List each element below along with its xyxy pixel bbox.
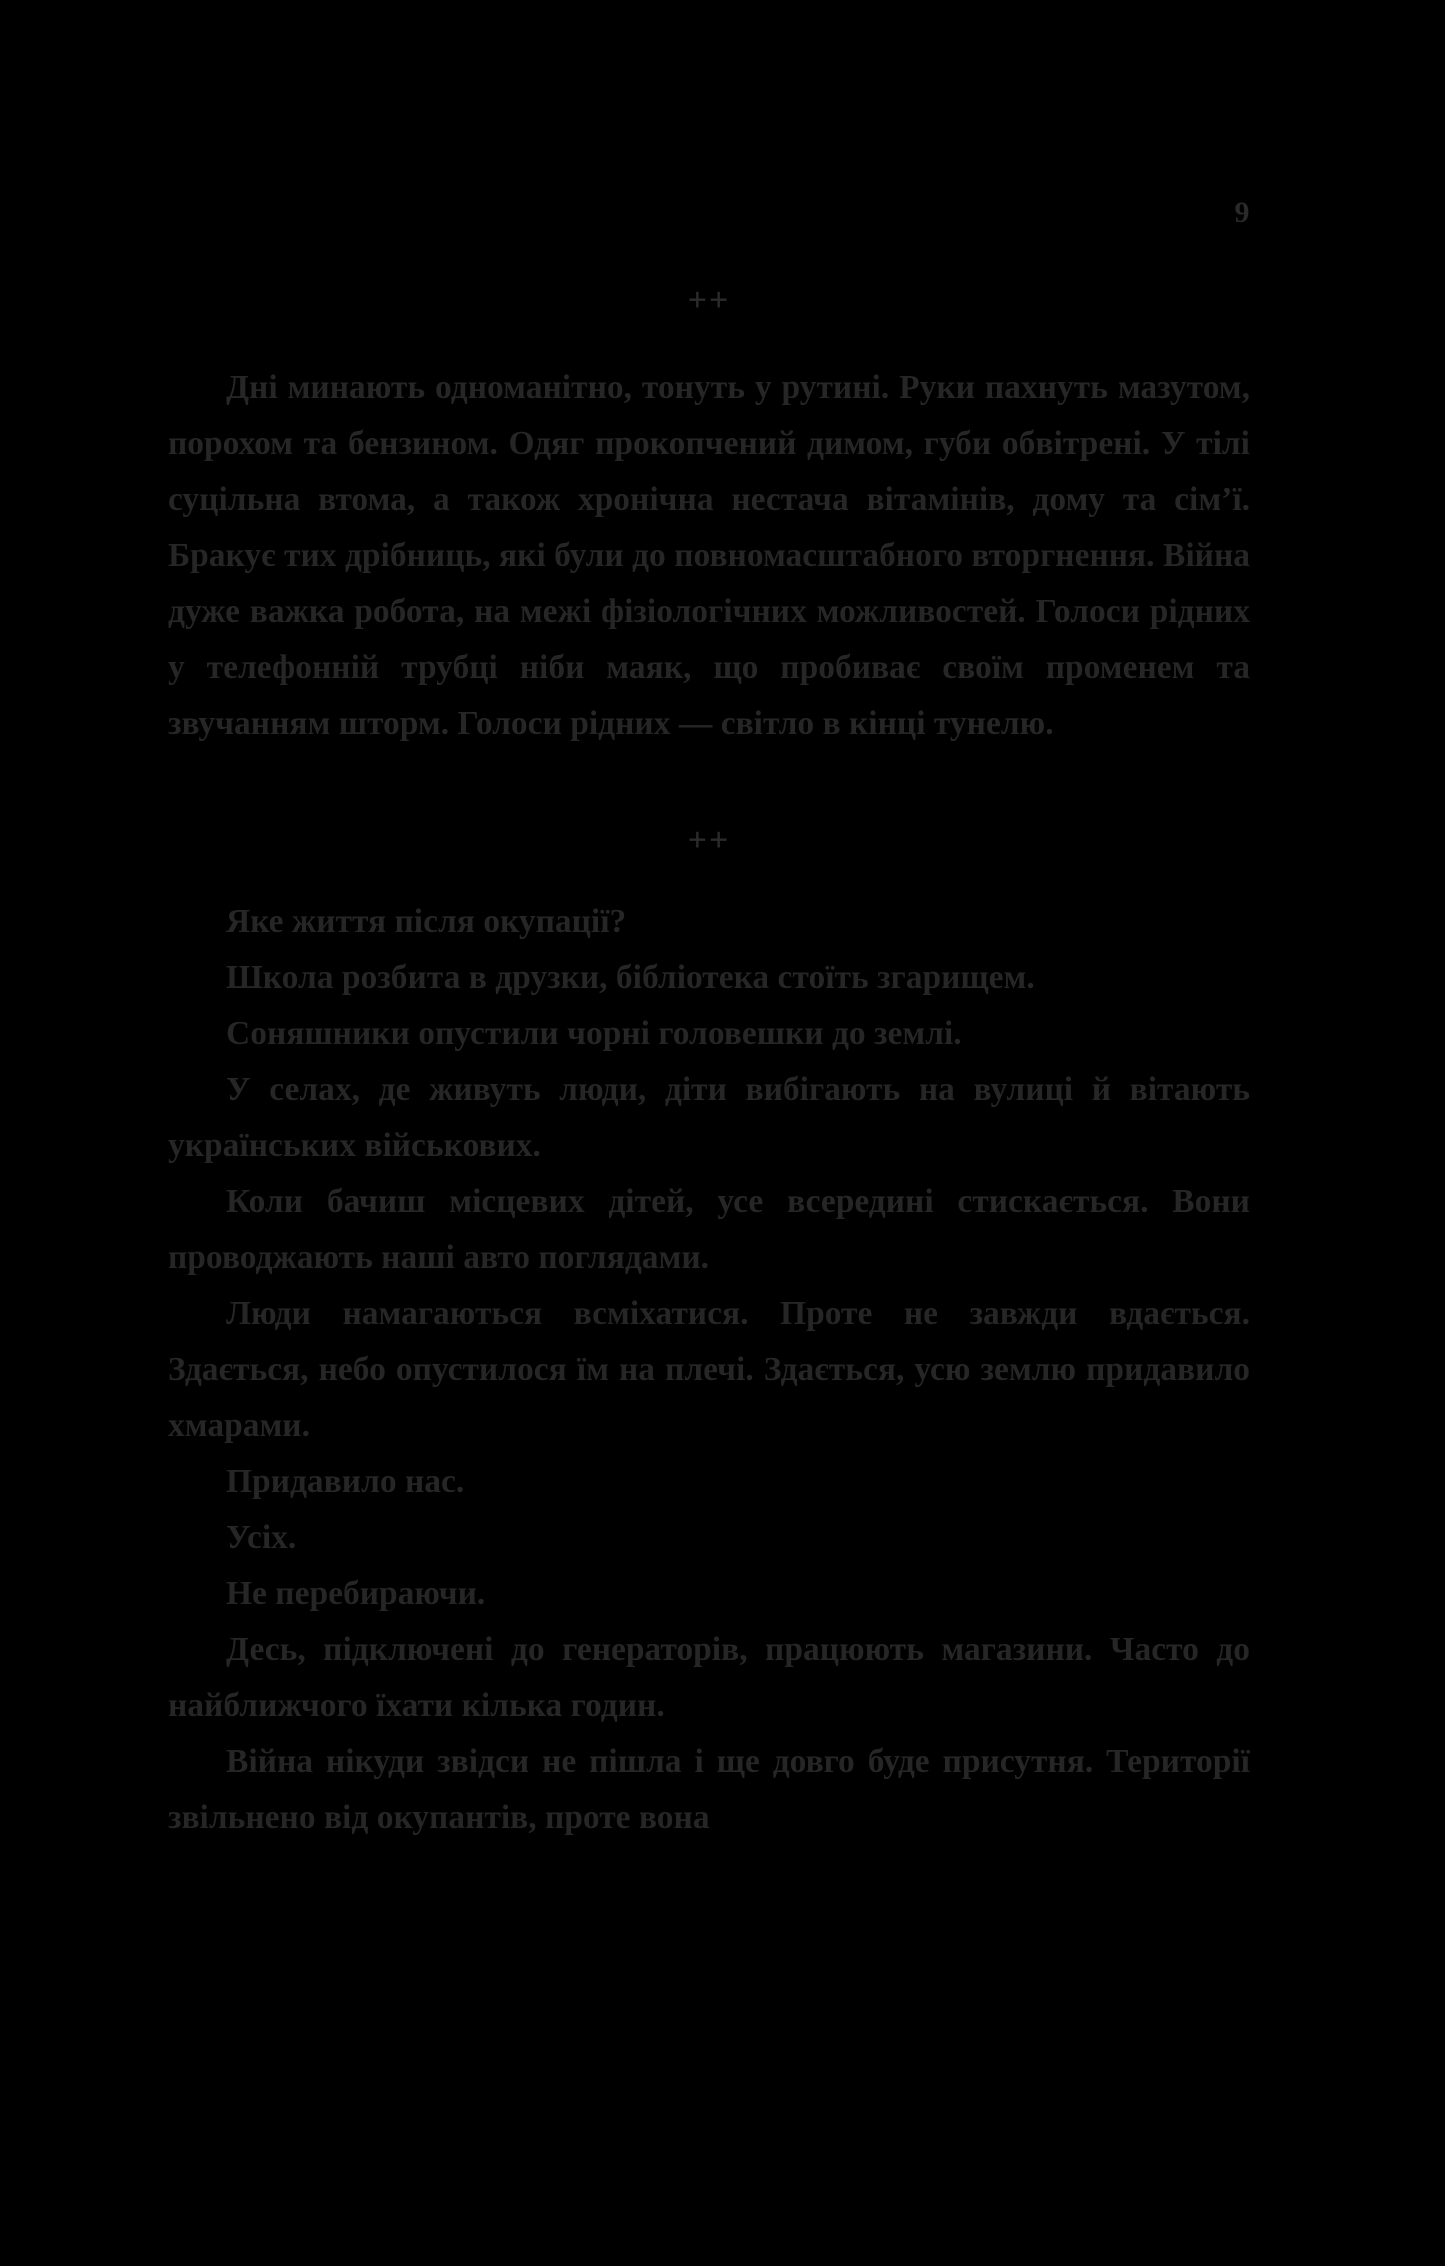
paragraph-6: Коли бачиш місцевих дітей, усе всередині стискається. Вони проводжають наші авто поглядами. xyxy=(168,1183,1250,1276)
paragraph-3: Школа розбита в друзки, бібліотека стоїть згарищем. xyxy=(226,959,1035,996)
paragraph-9: Усіх. xyxy=(226,1519,297,1556)
section-divider-top: ++ xyxy=(687,282,731,319)
paragraph-12: Війна нікуди звідси не пішла і ще довго буде присутня. Території звільнено від окупантів, проте вона xyxy=(168,1743,1250,1836)
paragraph-8: Придавило нас. xyxy=(226,1463,465,1500)
paragraph-2: Яке життя після окупації? xyxy=(226,903,627,940)
paragraph-7: Люди намагаються всміхатися. Проте не завжди вдається. Здається, небо опустилося їм на плечі. Здається, усю землю придавило хмарами. xyxy=(168,1295,1250,1444)
page-number: 9 xyxy=(1234,196,1250,229)
paragraph-5: У селах, де живуть люди, діти вибігають на вулиці й вітають українських військових. xyxy=(168,1071,1250,1164)
paragraph-10: Не перебираючи. xyxy=(226,1575,486,1612)
paragraph-4: Соняшники опустили чорні головешки до землі. xyxy=(226,1015,962,1052)
paragraph-1: Дні минають одноманітно, тонуть у рутині. Руки пахнуть мазутом, порохом та бензином. Одяг прокопчений димом, губи обвітрені. У тілі суцільна втома, а також хронічна нестача вітамінів, дому та сім’ї. Бракує тих дрібниць, які були до повномасштабного вторгнення. Війна дуже важка робота, на межі фізіологічних можливостей. Голоси рідних у телефонній трубці ніби маяк, що пробиває своїм променем та звучанням шторм. Голоси рідних — світло в кінці тунелю. xyxy=(168,369,1250,742)
section-divider-middle: ++ xyxy=(687,822,731,859)
text-column xyxy=(168,270,1250,1846)
paragraph-11: Десь, підключені до генераторів, працюють магазини. Часто до найближчого їхати кілька годин. xyxy=(168,1631,1250,1724)
paragraph-group xyxy=(168,894,1250,1846)
